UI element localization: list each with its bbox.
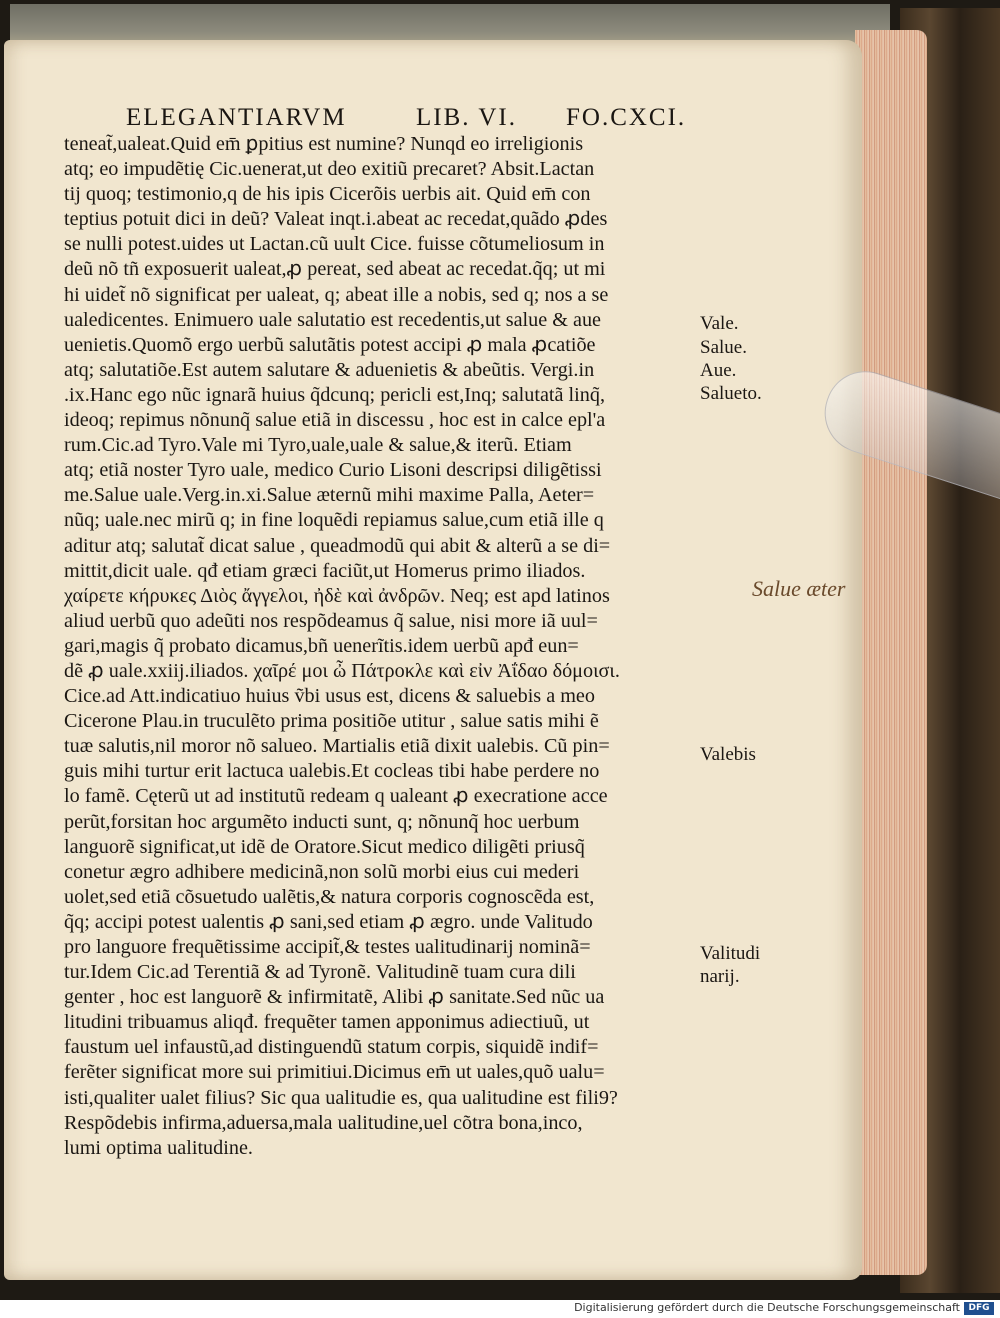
- text-line: Respõdebis infirma,aduersa,mala ualitudine,uel cõtra bona,inco,: [64, 1111, 583, 1134]
- text-line: nũq; uale.nec mirũ q; in fine loquẽdi repiamus salue,cum etiã ille q: [64, 509, 604, 532]
- text-line: .ix.Hanc ego nũc ignarã huius q̃dcunq; pericli est,Inq; salutatã linq̃,: [64, 383, 605, 406]
- text-line: pro languore frequẽtissime accipit̃,& testes ualitudinarij nominã=: [64, 936, 591, 958]
- text-line: isti,qualiter ualet filius? Sic qua ualitudie es, qua ualitudine est fili9?: [64, 1086, 618, 1109]
- text-line: conetur ægro adhibere medicinã,non solũ morbi eius cui mederi: [64, 860, 580, 883]
- text-line: me.Salue uale.Verg.in.xi.Salue æternũ mihi maxime Palla, Aeter=: [64, 484, 595, 507]
- text-line: hi uidet̃ nõ significat per ualeat, q; abeat ille a nobis, sed q; nos a se: [64, 283, 609, 306]
- text-line: Cicerone Plau.in truculẽto prima positiõe utitur , salue satis mihi ẽ: [64, 710, 599, 733]
- text-line: atq; eo impudẽtię Cic.uenerat,ut deo exitiũ precaret? Absit.Lactan: [64, 158, 595, 181]
- footer-credit: Digitalisierung gefördert durch die Deutsche Forschungsgemeinschaft: [574, 1301, 960, 1314]
- text-line: deũ nõ tñ exposuerit ualeat,ꝓ pereat, sed abeat ac recedat.q̃q; ut mi: [64, 258, 606, 281]
- text-line: se nulli potest.uides ut Lactan.cũ uult Cice. fuisse cõtumeliosum in: [64, 233, 605, 256]
- text-line: teptius potuit dici in deũ? Valeat inqt.i.abeat ac recedat,quãdo ꝓdes: [64, 208, 608, 231]
- page-body-text: [64, 132, 704, 1161]
- text-line: teneat̃,ualeat.Quid em̄ ꝑpitius est numine? Nunqd eo irreligionis: [64, 133, 584, 155]
- text-line: mittit,dicit uale. qđ etiam græci faciũt,ut Homerus primo iliados.: [64, 559, 586, 582]
- text-line: gari,magis q̃ probato dicamus,bñ uenerĩtis.idem uerbũ apđ eun=: [64, 634, 579, 657]
- text-line: languorẽ significat,ut idẽ de Oratore.Sicut medico diligẽti priusq̃: [64, 835, 585, 858]
- header-book-number: LIB. VI.: [416, 104, 517, 131]
- text-line: lo famẽ. Cęterũ ut ad institutũ redeam q ualeant ꝓ execratione acce: [64, 785, 608, 808]
- text-line: rum.Cic.ad Tyro.Vale mi Tyro,uale,uale & salue,& iterũ. Etiam: [64, 434, 572, 457]
- dfg-logo: DFG: [964, 1302, 994, 1315]
- text-line: lumi optima ualitudine.: [64, 1136, 253, 1159]
- margin-note-narij: narij.: [700, 966, 740, 987]
- text-line: ideoq; repimus nõnunq̃ salue etiã in discessu , hoc est in calce epl'a: [64, 409, 606, 432]
- margin-note-salueto: Salueto.: [700, 383, 762, 404]
- text-line: χαίρετε κήρυκες Διὸς ἄγγελοι, ἠδὲ καὶ ἀνδρῶν. Neq; est apd latinos: [64, 584, 610, 607]
- text-line: tur.Idem Cic.ad Terentiã & ad Tyronẽ. Valitudinẽ tuam cura dili: [64, 961, 576, 984]
- text-line: aliud uerbũ quo adeũti nos respõdeamus q̃ salue, nisi more iã uul=: [64, 609, 598, 632]
- margin-note-salue: Salue.: [700, 337, 747, 358]
- text-line: dẽ ꝓ uale.xxiij.iliados. χαῖρέ μοι ὦ Πάτροκλε καὶ εἰν Ἀΐδαο δόμοισι.: [64, 659, 620, 682]
- digitization-footer: [0, 1300, 1000, 1318]
- margin-note-aue: Aue.: [700, 360, 737, 381]
- text-line: Cice.ad Att.indicatiuo huius ṽbi usus est, dicens & saluebis a meo: [64, 685, 595, 708]
- margin-note-vale: Vale.: [700, 313, 739, 334]
- text-line: ualedicentes. Enimuero uale salutatio est recedentis,ut salue & aue: [64, 308, 602, 331]
- text-line: uolet,sed etiã cõsuetudo ualẽtis,& natura corporis cognoscẽda est,: [64, 885, 595, 908]
- text-line: q̃q; accipi potest ualentis ꝓ sani,sed etiam ꝓ ægro. unde Valitudo: [64, 910, 593, 933]
- text-line: guis mihi turtur erit lactuca ualebis.Et cocleas tibi habe perdere no: [64, 760, 600, 783]
- text-line: aditur atq; salutat̃ dicat salue , queadmodũ qui abit & alterũ a se di=: [64, 534, 611, 557]
- text-line: atq; etiã noster Tyro uale, medico Curio Lisoni descripsi diligẽtissi: [64, 459, 602, 482]
- text-line: genter , hoc est languorẽ & infirmitatẽ, Alibi ꝓ sanitate.Sed nũc ua: [64, 986, 605, 1009]
- margin-note-valitudi: Valitudi: [700, 943, 761, 964]
- margin-note-valebis: Valebis: [700, 744, 756, 765]
- page-edges: [855, 30, 927, 1275]
- text-line: ferẽter significat more sui primitiui.Dicimus em̄ ut uales,quõ ualu=: [64, 1061, 605, 1084]
- text-line: uenietis.Quomõ ergo uerbũ salutãtis potest accipi ꝓ mala ꝓcatiõe: [64, 333, 596, 356]
- text-line: atq; salutatiõe.Est autem salutare & aduenietis & abeũtis. Vergi.in: [64, 358, 595, 381]
- text-line: tij quoq; testimonio,q de his ipis Cicerõis uerbis ait. Quid em̄ con: [64, 183, 591, 206]
- header-folio: FO.CXCI.: [566, 104, 687, 131]
- text-line: tuæ salutis,nil moror nõ salueo. Martialis etiã dixit ualebis. Cũ pin=: [64, 735, 610, 758]
- header-title: ELEGANTIARVM: [126, 104, 347, 131]
- text-line: litudini tribuamus aliqđ. frequẽter tamen apponimus adiectiuũ, ut: [64, 1011, 590, 1034]
- text-line: faustum uel infaustũ,ad distinguendũ statum corpis, siquidẽ indif=: [64, 1036, 599, 1059]
- handwritten-margin-note: Salue æter: [752, 576, 846, 601]
- text-line: perũt,forsitan hoc argumẽto inducti sunt, q; nõnunq̃ hoc uerbum: [64, 810, 580, 833]
